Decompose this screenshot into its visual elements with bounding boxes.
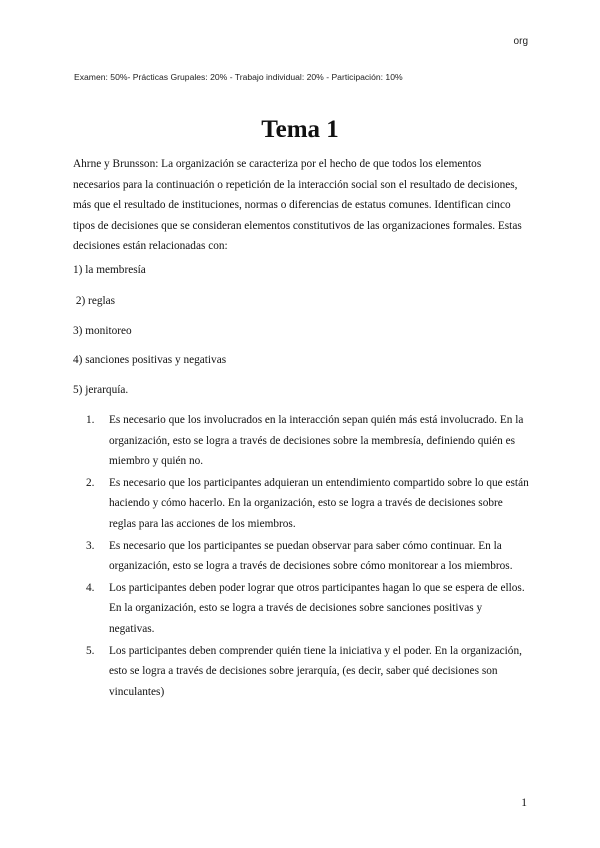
grading-breakdown: Examen: 50%- Prácticas Grupales: 20% - Trabajo individual: 20% - Participación: 10% (74, 72, 403, 82)
intro-paragraph: Ahrne y Brunsson: La organización se caracteriza por el hecho de que todos los elementos necesarios para la continuación o repetición de la interacción social son el resultado de decisiones, más que el resultado de instituciones, normas o diferencias de estatus comunes. Identifican cinco tipos de decisiones que se consideran elementos constitutivos de las organizaciones formales. Estas decisiones están relacionadas con: (73, 158, 522, 253)
topic-item: 2) reglas (73, 295, 116, 307)
list-number: 1. (86, 414, 95, 426)
page-number: 1 (521, 797, 527, 809)
list-number: 3. (86, 539, 95, 552)
topic-item: 5) jerarquía. (73, 384, 129, 396)
list-item (86, 641, 530, 703)
list-item (86, 536, 530, 577)
list-number: 5. (86, 644, 95, 657)
list-item (86, 410, 530, 472)
list-number: 4. (86, 581, 95, 594)
header-label: org (513, 36, 528, 47)
list-text: Los participantes deben poder lograr que otros participantes hagan lo que se espera de ellos. En la organización, esto se logra a través de decisiones sobre sanciones positivas y negativas. (109, 581, 525, 635)
list-item (86, 578, 530, 640)
topic-item: 3) monitoreo (73, 325, 132, 337)
list-text: Es necesario que los participantes adquieran un entendimiento compartido sobre lo que están haciendo y cómo hacerlo. En la organización, esto se logra a través de decisiones sobre reglas para las acciones de los miembros. (109, 476, 529, 530)
topic-item: 4) sanciones positivas y negativas (73, 354, 227, 366)
explanation-list (86, 410, 530, 703)
list-number: 2. (86, 476, 95, 489)
list-text: Es necesario que los participantes se puedan observar para saber cómo continuar. En la organización, esto se logra a través de decisiones sobre cómo monitorear a los miembros. (109, 539, 513, 573)
list-text: Los participantes deben comprender quién tiene la iniciativa y el poder. En la organización, esto se logra a través de decisiones sobre jerarquía, (es decir, saber qué decisiones son vinculantes) (109, 644, 522, 698)
topic-item: 1) la membresía (73, 264, 146, 276)
page-title: Tema 1 (261, 116, 339, 143)
list-text: Es necesario que los involucrados en la interacción sepan quién más está involucrado. En la organización, esto se logra a través de decisiones sobre la membresía, definiendo quién es miembro y quién no. (109, 414, 524, 468)
list-item (86, 473, 530, 535)
